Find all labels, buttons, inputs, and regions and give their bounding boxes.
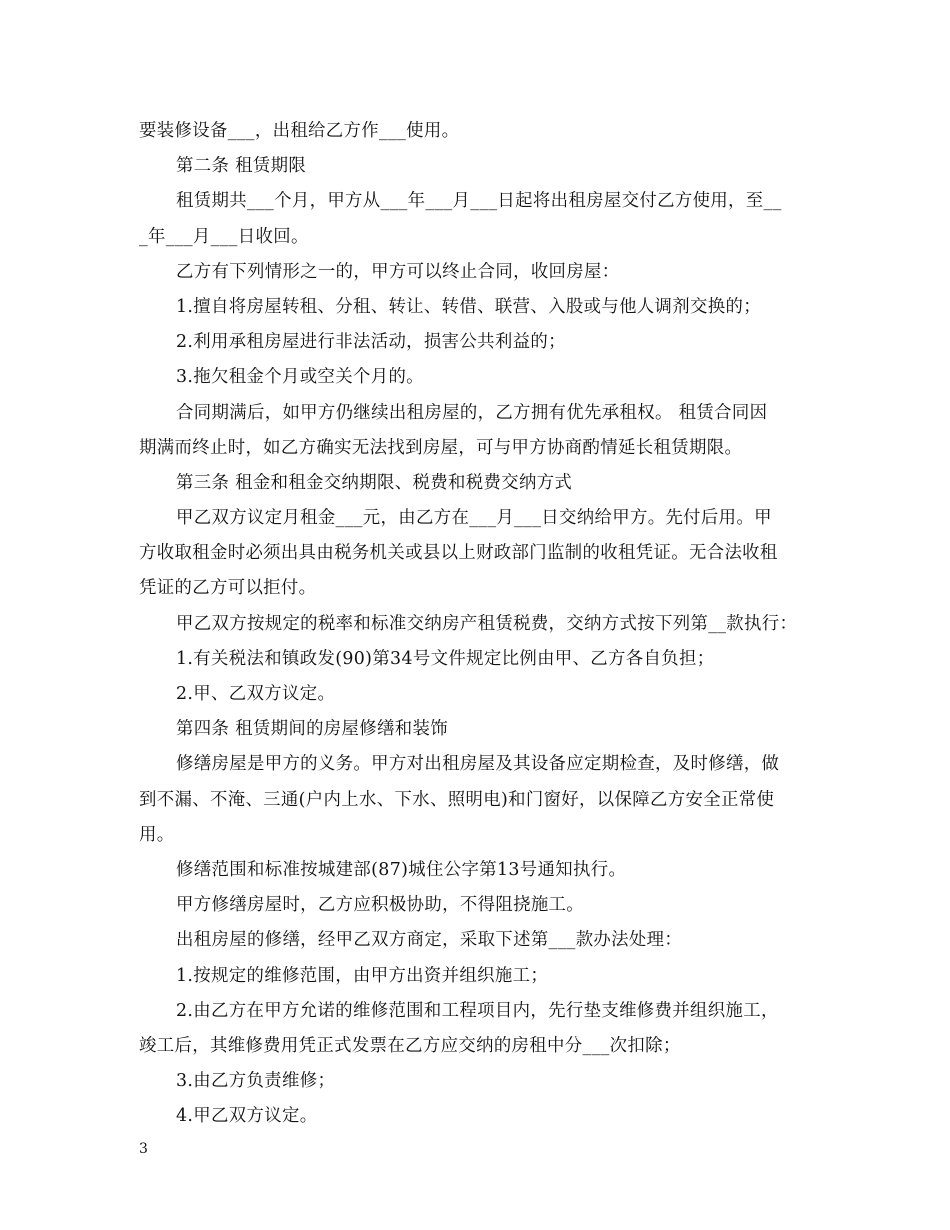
- document-body: [139, 114, 815, 1134]
- document-line: 凭证的乙方可以拒付。: [139, 578, 317, 599]
- document-line: 甲乙双方议定月租金___元，由乙方在___月___日交纳给甲方。先付后用。甲: [176, 508, 772, 529]
- document-line: 3.拖欠租金个月或空关个月的。: [176, 367, 424, 388]
- document-line: 合同期满后，如甲方仍继续出租房屋的，乙方拥有优先承租权。 租赁合同因: [176, 402, 768, 423]
- document-line: 期满而终止时，如乙方确实无法找到房屋，可与甲方协商酌情延长租赁期限。: [139, 437, 743, 458]
- document-line: 租赁期共___个月，甲方从___年___月___日起将出租房屋交付乙方使用，至__: [176, 191, 782, 212]
- document-line: 修缮范围和标准按城建部(87)城住公字第13号通知执行。: [176, 859, 627, 880]
- document-line: 竣工后，其维修费用凭正式发票在乙方应交纳的房租中分___次扣除；: [139, 1035, 681, 1056]
- document-line: 4.甲乙双方议定。: [176, 1106, 318, 1127]
- document-line: 要装修设备___，出租给乙方作___使用。: [139, 121, 460, 141]
- document-line: _年___月___日收回。: [139, 226, 309, 247]
- document-line: 2.由乙方在甲方允诺的维修范围和工程项目内，先行垫支维修费并组织施工，: [176, 1000, 779, 1021]
- document-line: 第二条 租赁期限: [176, 156, 307, 177]
- document-line: 1.擅自将房屋转租、分租、转让、转借、联营、入股或与他人调剂交换的；: [176, 296, 761, 317]
- document-line: 2.利用承租房屋进行非法活动，损害公共利益的；: [176, 332, 566, 353]
- document-line: 方收取租金时必须出具由税务机关或县以上财政部门监制的收租凭证。无合法收租: [139, 543, 778, 564]
- document-line: 1.按规定的维修范围，由甲方出资并组织施工；: [176, 965, 549, 986]
- document-line: 甲乙双方按规定的税率和标准交纳房产租赁税费，交纳方式按下列第__款执行：: [176, 613, 798, 634]
- page-number: 3: [139, 1141, 148, 1157]
- document-line: 2.甲、乙双方议定。: [176, 684, 336, 704]
- document-line: 1.有关税法和镇政发(90)第34号文件规定比例由甲、乙方各自负担；: [176, 648, 715, 669]
- document-line: 乙方有下列情形之一的，甲方可以终止合同，收回房屋：: [176, 261, 620, 282]
- document-line: 甲方修缮房屋时，乙方应积极协助，不得阻挠施工。: [176, 895, 585, 916]
- document-line: 第四条 租赁期间的房屋修缮和装饰: [176, 719, 448, 740]
- document-line: 第三条 租金和租金交纳期限、税费和税费交纳方式: [176, 472, 573, 493]
- document-line: 到不漏、不淹、三通(户内上水、下水、照明电)和门窗好，以保障乙方安全正常使: [139, 789, 775, 810]
- document-line: 用。: [139, 824, 175, 845]
- document-line: 3.由乙方负责维修；: [176, 1071, 336, 1092]
- document-line: 出租房屋的修缮，经甲乙双方商定，采取下述第___款办法处理：: [176, 930, 683, 951]
- document-line: 修缮房屋是甲方的义务。甲方对出租房屋及其设备应定期检查，及时修缮，做: [176, 754, 780, 775]
